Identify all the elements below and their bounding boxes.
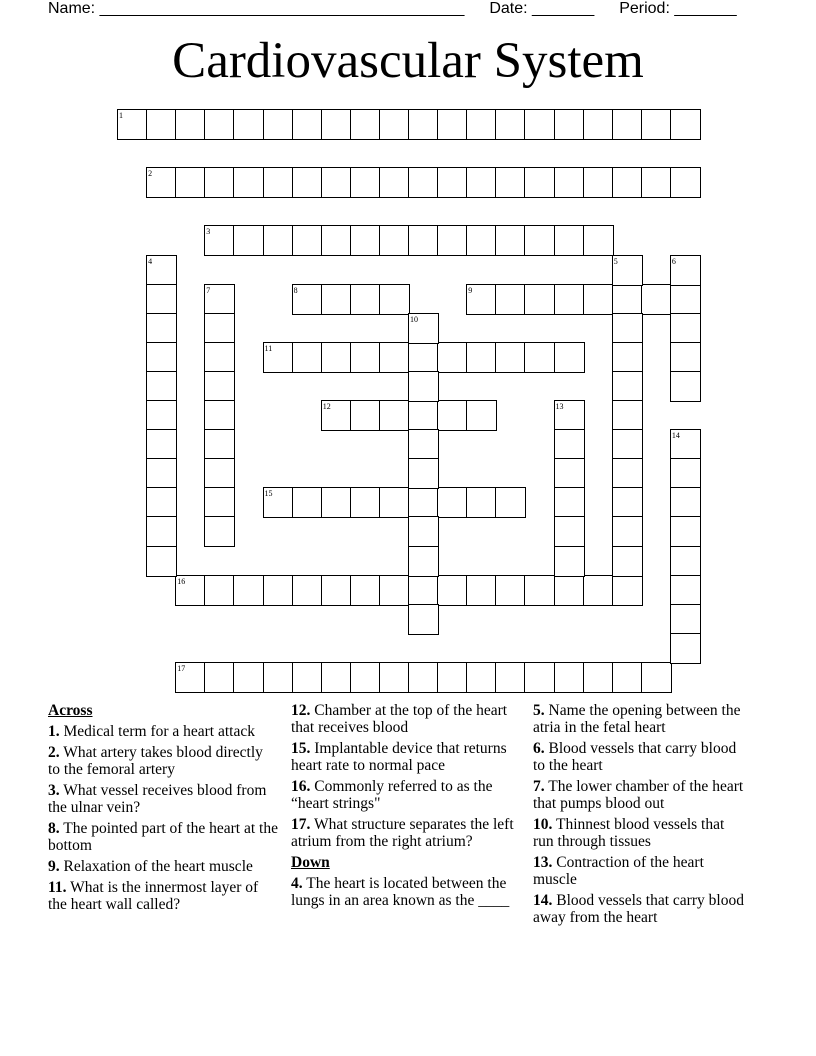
clue-number-label: 4: [148, 256, 153, 266]
crossword-cell[interactable]: [554, 167, 585, 198]
crossword-cell[interactable]: [146, 487, 177, 518]
crossword-cell[interactable]: [379, 662, 410, 693]
clue-number: 13.: [533, 854, 553, 871]
clue-text: Name the opening between the atria in the fetal heart: [533, 702, 741, 736]
crossword-cell[interactable]: [379, 109, 410, 140]
name-field-label[interactable]: Name: _________________________________________: [48, 0, 465, 17]
crossword-cell[interactable]: [466, 662, 497, 693]
crossword-cell[interactable]: [495, 225, 526, 256]
crossword-cell[interactable]: [204, 313, 235, 344]
crossword-cell[interactable]: [437, 487, 468, 518]
crossword-cell[interactable]: [321, 662, 352, 693]
clue-item: [291, 702, 527, 736]
clue-number: 10.: [533, 816, 553, 833]
clue-text: Relaxation of the heart muscle: [59, 858, 253, 875]
crossword-cell[interactable]: [350, 342, 381, 373]
clue-number-label: 15: [264, 489, 273, 499]
crossword-cell[interactable]: [612, 400, 643, 431]
crossword-cell[interactable]: [583, 109, 614, 140]
crossword-cell[interactable]: [495, 575, 526, 606]
clue-number: 11.: [48, 879, 67, 896]
crossword-cell[interactable]: [408, 546, 439, 577]
clue-text: Chamber at the top of the heart that receives blood: [291, 702, 508, 736]
crossword-cell[interactable]: [146, 313, 177, 344]
crossword-cell[interactable]: [204, 342, 235, 373]
crossword-cell[interactable]: [321, 167, 352, 198]
crossword-cell[interactable]: [437, 167, 468, 198]
clue-item: [48, 723, 278, 740]
crossword-cell[interactable]: [263, 167, 294, 198]
crossword-cell[interactable]: [350, 225, 381, 256]
clue-number-label: 10: [410, 314, 418, 324]
crossword-cell[interactable]: [233, 109, 264, 140]
crossword-cell[interactable]: [321, 109, 352, 140]
clue-number-label: 11: [264, 343, 273, 353]
clue-number: 17.: [291, 816, 311, 833]
crossword-cell[interactable]: [204, 371, 235, 402]
crossword-cell[interactable]: [495, 109, 526, 140]
clue-number: 4.: [291, 875, 303, 892]
crossword-cell[interactable]: [379, 225, 410, 256]
crossword-cell[interactable]: [146, 284, 177, 315]
clue-item: [533, 816, 748, 850]
clue-item: [291, 740, 527, 774]
crossword-cell[interactable]: [524, 284, 555, 315]
crossword-cell[interactable]: [408, 575, 439, 606]
crossword-cell[interactable]: [670, 516, 701, 547]
crossword-cell[interactable]: [437, 342, 468, 373]
crossword-cell[interactable]: [408, 487, 439, 518]
crossword-cell[interactable]: [495, 487, 526, 518]
crossword-cell[interactable]: [554, 342, 585, 373]
crossword-cell[interactable]: [437, 109, 468, 140]
crossword-cell[interactable]: [292, 662, 323, 693]
across-heading: Across: [48, 702, 93, 719]
down-heading: Down: [291, 854, 330, 871]
crossword-cell[interactable]: [612, 575, 643, 606]
crossword-cell[interactable]: [408, 604, 439, 635]
crossword-cell[interactable]: [612, 662, 643, 693]
clue-item: [533, 892, 748, 926]
crossword-cell[interactable]: [408, 225, 439, 256]
crossword-cell[interactable]: [321, 487, 352, 518]
crossword-cell[interactable]: [350, 109, 381, 140]
crossword-cell[interactable]: [204, 167, 235, 198]
crossword-cell[interactable]: [408, 516, 439, 547]
clue-number-label: 13: [555, 402, 564, 411]
clue-number: 9.: [48, 858, 60, 875]
crossword-cell[interactable]: [146, 400, 177, 431]
crossword-cell[interactable]: [612, 458, 643, 489]
clue-number: 14.: [533, 892, 553, 909]
clue-number-label: 7: [206, 285, 211, 295]
clue-number: 7.: [533, 778, 545, 795]
crossword-cell[interactable]: [204, 429, 235, 460]
clue-item: [48, 782, 278, 816]
clue-number-label: 9: [468, 285, 473, 295]
clue-text: What vessel receives blood from the ulnar vein?: [48, 782, 267, 816]
crossword-cell[interactable]: [554, 662, 585, 693]
crossword-cell[interactable]: [350, 284, 381, 315]
crossword-cell[interactable]: [641, 167, 672, 198]
crossword-cell[interactable]: [670, 575, 701, 606]
crossword-cell[interactable]: [292, 167, 323, 198]
crossword-cell[interactable]: [554, 516, 585, 547]
crossword-cell[interactable]: [175, 109, 206, 140]
crossword-cell[interactable]: [146, 342, 177, 373]
crossword-cell[interactable]: [583, 225, 614, 256]
crossword-cell[interactable]: [408, 458, 439, 489]
crossword-cell[interactable]: [670, 458, 701, 489]
crossword-cell[interactable]: [524, 109, 555, 140]
crossword-cell[interactable]: [408, 371, 439, 402]
clue-number: 15.: [291, 740, 311, 757]
clue-text: Contraction of the heart muscle: [533, 854, 704, 888]
clue-item: [533, 740, 748, 774]
crossword-cell[interactable]: [670, 313, 701, 344]
crossword-cell[interactable]: [204, 516, 235, 547]
crossword-cell[interactable]: [233, 575, 264, 606]
clue-number-label: 2: [148, 169, 153, 179]
clue-item: [291, 875, 527, 909]
clue-number: 6.: [533, 740, 545, 757]
crossword-cell[interactable]: [379, 167, 410, 198]
crossword-cell[interactable]: [204, 575, 235, 606]
crossword-cell[interactable]: [466, 487, 497, 518]
crossword-cell[interactable]: [263, 225, 294, 256]
clue-number: 12.: [291, 702, 311, 719]
crossword-cell[interactable]: [408, 342, 439, 373]
crossword-cell[interactable]: [466, 225, 497, 256]
crossword-cell[interactable]: [408, 429, 439, 460]
crossword-cell[interactable]: [670, 342, 701, 373]
clue-text: The lower chamber of the heart that pumps blood out: [533, 778, 744, 812]
crossword-cell[interactable]: [495, 342, 526, 373]
crossword-cell[interactable]: [204, 662, 235, 693]
clue-number-label: 14: [671, 431, 680, 441]
crossword-cell[interactable]: [408, 662, 439, 693]
clue-number-label: 17: [177, 663, 186, 673]
crossword-cell[interactable]: [612, 516, 643, 547]
crossword-cell[interactable]: [554, 487, 585, 518]
crossword-cell[interactable]: [554, 429, 585, 460]
crossword-cell[interactable]: [437, 400, 468, 431]
clue-number: 8.: [48, 820, 60, 837]
clue-item: [291, 816, 527, 850]
period-field-label[interactable]: Period: _______: [619, 0, 737, 17]
crossword-cell[interactable]: [146, 109, 177, 140]
crossword-cell[interactable]: [408, 109, 439, 140]
crossword-cell[interactable]: [670, 371, 701, 402]
clue-column-3: [533, 702, 748, 930]
crossword-cell[interactable]: [437, 225, 468, 256]
clue-item: [48, 858, 278, 875]
clue-text: Commonly referred to as the “heart strings": [291, 778, 493, 812]
clue-number: 5.: [533, 702, 545, 719]
clue-number: 16.: [291, 778, 311, 795]
crossword-cell[interactable]: [554, 109, 585, 140]
crossword-cell[interactable]: [379, 400, 410, 431]
crossword-cell[interactable]: [554, 546, 585, 577]
crossword-cell[interactable]: [670, 284, 701, 315]
clue-number-label: 3: [206, 227, 211, 237]
crossword-cell[interactable]: [263, 109, 294, 140]
crossword-cell[interactable]: [670, 167, 701, 198]
clue-item: [533, 778, 748, 812]
clue-text: The heart is located between the lungs in an area known as the ____: [291, 875, 510, 909]
crossword-cell[interactable]: [263, 662, 294, 693]
crossword-cell[interactable]: [321, 284, 352, 315]
crossword-cell[interactable]: [612, 371, 643, 402]
clue-text: Blood vessels that carry blood to the heart: [533, 740, 737, 774]
crossword-cell[interactable]: [146, 429, 177, 460]
crossword-cell[interactable]: [612, 313, 643, 344]
crossword-cell[interactable]: [554, 284, 585, 315]
crossword-cell[interactable]: [292, 109, 323, 140]
crossword-cell[interactable]: [641, 662, 672, 693]
clue-item: [533, 702, 748, 736]
crossword-cell[interactable]: [612, 342, 643, 373]
clue-number-label: 5: [613, 256, 618, 266]
clue-number-label: 12: [322, 402, 331, 411]
crossword-cell[interactable]: [641, 109, 672, 140]
crossword-cell[interactable]: [466, 167, 497, 198]
crossword-cell[interactable]: [233, 225, 264, 256]
crossword-cell[interactable]: [554, 458, 585, 489]
crossword-cell[interactable]: [292, 225, 323, 256]
crossword-cell[interactable]: [612, 429, 643, 460]
clue-number: 3.: [48, 782, 60, 799]
crossword-cell[interactable]: [379, 284, 410, 315]
crossword-cell[interactable]: [612, 546, 643, 577]
clue-number: 2.: [48, 744, 60, 761]
clue-item: [48, 820, 278, 854]
crossword-cell[interactable]: [321, 225, 352, 256]
crossword-cell[interactable]: [175, 167, 206, 198]
clue-number-label: 8: [293, 285, 298, 295]
clue-text: Medical term for a heart attack: [59, 723, 255, 740]
crossword-cell[interactable]: [583, 662, 614, 693]
clue-text: Implantable device that returns heart rate to normal pace: [291, 740, 507, 774]
crossword-cell[interactable]: [641, 284, 672, 315]
crossword-cell[interactable]: [612, 487, 643, 518]
crossword-cell[interactable]: [292, 342, 323, 373]
clue-text: What artery takes blood directly to the femoral artery: [48, 744, 263, 778]
crossword-cell[interactable]: [524, 662, 555, 693]
crossword-cell[interactable]: [554, 225, 585, 256]
crossword-cell[interactable]: [321, 575, 352, 606]
crossword-cell[interactable]: [350, 575, 381, 606]
crossword-cell[interactable]: [466, 342, 497, 373]
crossword-cell[interactable]: [292, 575, 323, 606]
crossword-cell[interactable]: [466, 400, 497, 431]
crossword-cell[interactable]: [524, 167, 555, 198]
crossword-cell[interactable]: [612, 109, 643, 140]
crossword-cell[interactable]: [204, 109, 235, 140]
clue-text: What is the innermost layer of the heart wall called?: [48, 879, 259, 913]
crossword-cell[interactable]: [204, 400, 235, 431]
crossword-cell[interactable]: [495, 662, 526, 693]
clue-item: [48, 879, 278, 913]
crossword-cell[interactable]: [466, 109, 497, 140]
crossword-cell[interactable]: [350, 400, 381, 431]
clue-text: What structure separates the left atrium from the right atrium?: [291, 816, 514, 850]
clue-number: 1.: [48, 723, 60, 740]
crossword-cell[interactable]: [670, 487, 701, 518]
clue-number-label: 16: [177, 576, 186, 586]
crossword-cell[interactable]: [204, 487, 235, 518]
clue-number-label: 6: [671, 256, 676, 266]
crossword-cell[interactable]: [466, 575, 497, 606]
crossword-cell[interactable]: [350, 487, 381, 518]
crossword-cell[interactable]: [408, 167, 439, 198]
date-field-label[interactable]: Date: _______: [489, 0, 595, 17]
crossword-cell[interactable]: [670, 109, 701, 140]
crossword-cell[interactable]: [233, 662, 264, 693]
clue-text: Blood vessels that carry blood away from the heart: [533, 892, 744, 926]
crossword-cell[interactable]: [146, 546, 177, 577]
clue-item: [48, 744, 278, 778]
crossword-cell[interactable]: [263, 575, 294, 606]
crossword-cell[interactable]: [670, 546, 701, 577]
clue-text: Thinnest blood vessels that run through tissues: [533, 816, 725, 850]
crossword-cell[interactable]: [437, 575, 468, 606]
crossword-cell[interactable]: [292, 487, 323, 518]
crossword-cell[interactable]: [350, 662, 381, 693]
crossword-cell[interactable]: [146, 458, 177, 489]
crossword-cell[interactable]: [204, 458, 235, 489]
crossword-cell[interactable]: [583, 167, 614, 198]
crossword-cell[interactable]: [495, 167, 526, 198]
crossword-cell[interactable]: [495, 284, 526, 315]
crossword-cell[interactable]: [670, 604, 701, 635]
crossword-cell[interactable]: [321, 342, 352, 373]
crossword-cell[interactable]: [146, 516, 177, 547]
crossword-cell[interactable]: [670, 633, 701, 664]
crossword-cell[interactable]: [437, 662, 468, 693]
clue-number-label: 1: [119, 111, 123, 120]
clue-text: The pointed part of the heart at the bottom: [48, 820, 278, 854]
crossword-cell[interactable]: [379, 575, 410, 606]
clue-item: [291, 778, 527, 812]
page-title: Cardiovascular System: [172, 33, 644, 89]
crossword-cell[interactable]: [612, 167, 643, 198]
crossword-cell[interactable]: [524, 225, 555, 256]
crossword-cell[interactable]: [408, 400, 439, 431]
clue-column-2: [291, 702, 527, 913]
crossword-cell[interactable]: [146, 371, 177, 402]
clue-column-1: [48, 702, 278, 917]
crossword-cell[interactable]: [612, 284, 643, 315]
crossword-cell[interactable]: [524, 342, 555, 373]
crossword-cell[interactable]: [524, 575, 555, 606]
clue-item: [533, 854, 748, 888]
crossword-cell[interactable]: [554, 575, 585, 606]
crossword-cell[interactable]: [379, 342, 410, 373]
crossword-cell[interactable]: [379, 487, 410, 518]
crossword-cell[interactable]: [350, 167, 381, 198]
crossword-cell[interactable]: [583, 284, 614, 315]
crossword-cell[interactable]: [233, 167, 264, 198]
crossword-cell[interactable]: [583, 575, 614, 606]
